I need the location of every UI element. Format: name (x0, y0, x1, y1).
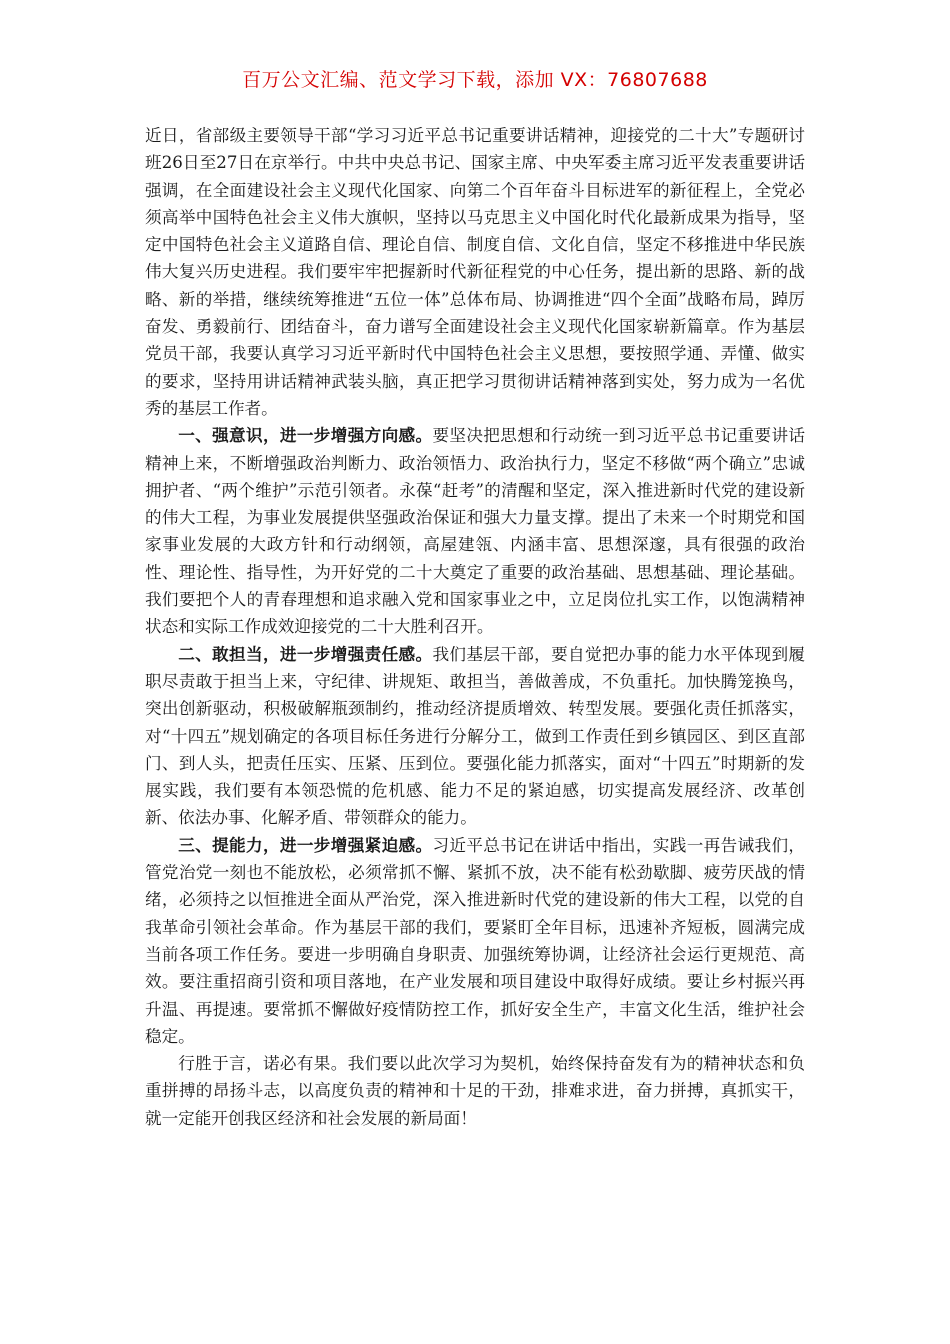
section-1-heading: 一、强意识，进一步增强方向感。 (178, 425, 433, 446)
intro-paragraph (145, 122, 805, 422)
conclusion-text: 行胜于言，诺必有果。我们要以此次学习为契机，始终保持奋发有为的精神状态和负重拼搏的昂扬斗志，以高度负责的精神和十足的干劲，排难求进，奋力拼搏，真抓实干，就一定能开创我区经济和社会发展的新局面！ (145, 1054, 805, 1128)
conclusion-paragraph (145, 1050, 805, 1132)
section-1-body: 要坚决把思想和行动统一到习近平总书记重要讲话精神上来，不断增强政治判断力、政治领悟力、政治执行力，坚定不移做“两个确立”忠诚拥护者、“两个维护”示范引领者。永葆“赶考”的清醒和坚定，深入推进新时代党的建设新的伟大工程，为事业发展提供坚强政治保证和强大力量支撑。提出了未来一个时期党和国家事业发展的大政方针和行动纲领，高屋建瓴、内涵丰富、思想深邃，具有很强的政治性、理论性、指导性，为开好党的二十大奠定了重要的政治基础、思想基础、理论基础。我们要把个人的青春理想和追求融入党和国家事业之中，立足岗位扎实工作，以饱满精神状态和实际工作成效迎接党的二十大胜利召开。 (145, 426, 806, 637)
section-3-paragraph (145, 832, 805, 1050)
section-2-heading: 二、敢担当，进一步增强责任感。 (178, 643, 433, 664)
article-body (145, 122, 805, 1132)
section-3-body: 习近平总书记在讲话中指出，实践一再告诫我们，管党治党一刻也不能放松，必须常抓不懈、紧抓不放，决不能有松劲歇脚、疲劳厌战的情绪，必须持之以恒推进全面从严治党，深入推进新时代党的建设新的伟大工程，以党的自我革命引领社会革命。作为基层干部的我们，要紧盯全年目标，迅速补齐短板，圆满完成当前各项工作任务。要进一步明确自身职责、加强统筹协调，让经济社会运行更规范、高效。要注重招商引资和项目落地，在产业发展和项目建设中取得好成绩。要让乡村振兴再升温、再提速。要常抓不懈做好疫情防控工作，抓好安全生产，丰富文化生活，维护社会稳定。 (145, 835, 806, 1046)
section-2-body: 我们基层干部，要自觉把办事的能力水平体现到履职尽责敢于担当上来，守纪律、讲规矩、敢担当，善做善成，不负重托。加快腾笼换鸟，突出创新驱动，积极破解瓶颈制约，推动经济提质增效、转型发展。要强化责任抓落实，对“十四五”规划确定的各项目标任务进行分解分工，做到工作责任到乡镇园区、到区直部门、到人头，把责任压实、压紧、压到位。要强化能力抓落实，面对“十四五”时期新的发展实践，我们要有本领恐慌的危机感、能力不足的紧迫感，切实提高发展经济、改革创新、依法办事、化解矛盾、带领群众的能力。 (145, 644, 806, 828)
intro-text: 近日，省部级主要领导干部“学习习近平总书记重要讲话精神，迎接党的二十大”专题研讨班26日至27日在京举行。中共中央总书记、国家主席、中央军委主席习近平发表重要讲话强调，在全面建设社会主义现代化国家、向第二个百年奋斗目标进军的新征程上，全党必须高举中国特色社会主义伟大旗帜，坚持以马克思主义中国化时代化最新成果为指导，坚定中国特色社会主义道路自信、理论自信、制度自信、文化自信，坚定不移推进中华民族伟大复兴历史进程。我们要牢牢把握新时代新征程党的中心任务，提出新的思路、新的战略、新的举措，继续统筹推进“五位一体”总体布局、协调推进“四个全面”战略布局，踔厉奋发、勇毅前行、团结奋斗，奋力谱写全面建设社会主义现代化国家崭新篇章。作为基层党员干部，我要认真学习习近平新时代中国特色社会主义思想，要按照学通、弄懂、做实的要求，坚持用讲话精神武装头脑，真正把学习贯彻讲话精神落到实处，努力成为一名优秀的基层工作者。 (145, 126, 805, 418)
section-3-heading: 三、提能力，进一步增强紧迫感。 (178, 834, 433, 855)
header-banner: 百万公文汇编、范文学习下载，添加 VX：76807688 (242, 69, 708, 91)
section-1-paragraph (145, 422, 805, 640)
section-2-paragraph (145, 641, 805, 832)
